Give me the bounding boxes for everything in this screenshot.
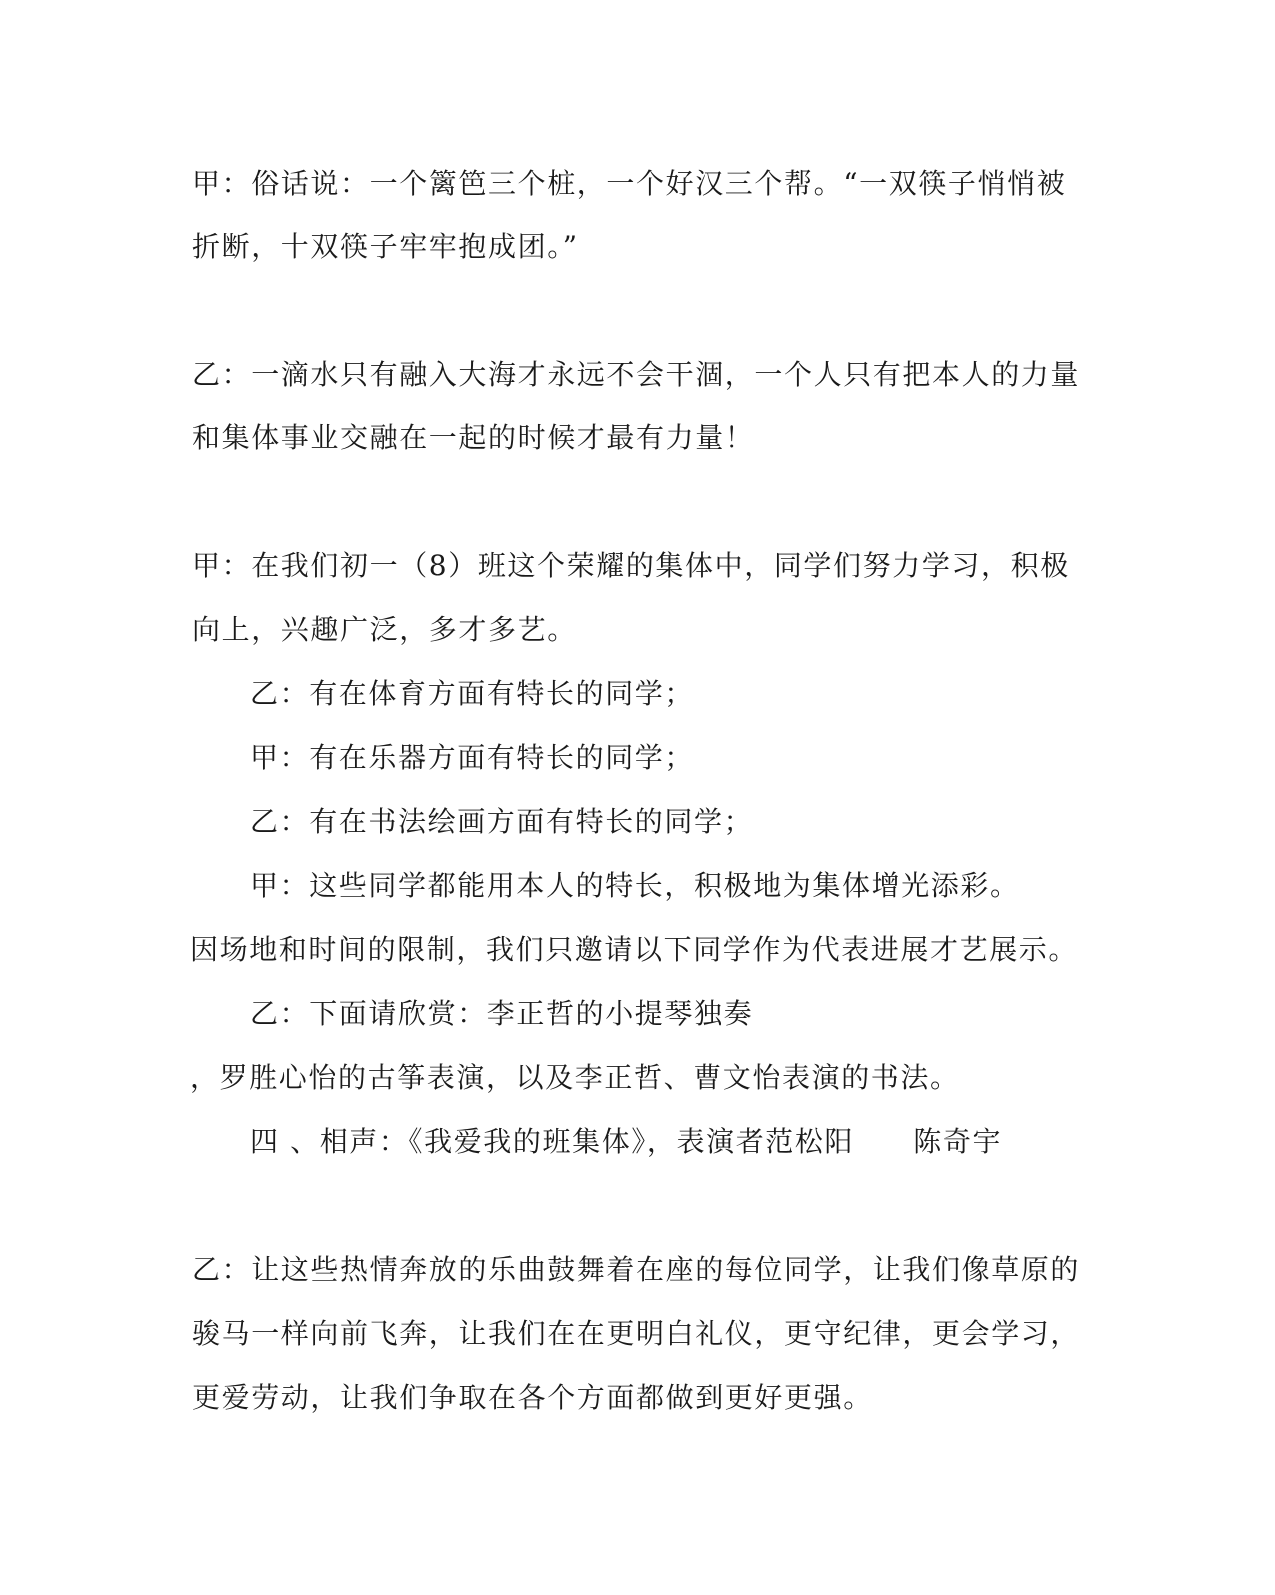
dialogue-line-limits: 因场地和时间的限制，我们只邀请以下同学作为代表进展才艺展示。 — [190, 933, 1079, 966]
paragraph-4-line-1: 乙：让这些热情奔放的乐曲鼓舞着在座的每位同学，让我们像草原的 — [192, 1253, 1081, 1286]
program-item-crosstalk: 四 、相声：《我爱我的班集体》，表演者范松阳 陈奇宇 — [250, 1125, 1003, 1158]
dialogue-line-calligraphy: 乙：有在书法绘画方面有特长的同学； — [250, 805, 754, 838]
paragraph-3-line-2: 向上，兴趣广泛，多才多艺。 — [192, 613, 577, 646]
dialogue-line-performances: ，罗胜心怡的古筝表演，以及李正哲、曹文怡表演的书法。 — [190, 1061, 960, 1094]
dialogue-line-talents: 甲：这些同学都能用本人的特长，积极地为集体增光添彩。 — [250, 869, 1020, 902]
dialogue-line-instruments: 甲：有在乐器方面有特长的同学； — [250, 741, 695, 774]
paragraph-2-line-2: 和集体事业交融在一起的时候才最有力量！ — [192, 421, 755, 454]
paragraph-3-line-1: 甲：在我们初一（8）班这个荣耀的集体中，同学们努力学习，积极 — [192, 549, 1070, 582]
paragraph-4-line-2: 骏马一样向前飞奔，让我们在在更明白礼仪，更守纪律，更会学习， — [192, 1317, 1081, 1350]
dialogue-line-sports: 乙：有在体育方面有特长的同学； — [250, 677, 695, 710]
dialogue-line-violin: 乙：下面请欣赏：李正哲的小提琴独奏 — [250, 997, 754, 1030]
paragraph-4-line-3: 更爱劳动，让我们争取在各个方面都做到更好更强。 — [192, 1381, 873, 1414]
paragraph-2-line-1: 乙：一滴水只有融入大海才永远不会干涸，一个人只有把本人的力量 — [192, 358, 1081, 391]
paragraph-1-line-1: 甲：俗话说：一个篱笆三个桩，一个好汉三个帮。“一双筷子悄悄被 — [192, 167, 1067, 200]
paragraph-1-line-2: 折断，十双筷子牢牢抱成团。” — [192, 230, 579, 263]
